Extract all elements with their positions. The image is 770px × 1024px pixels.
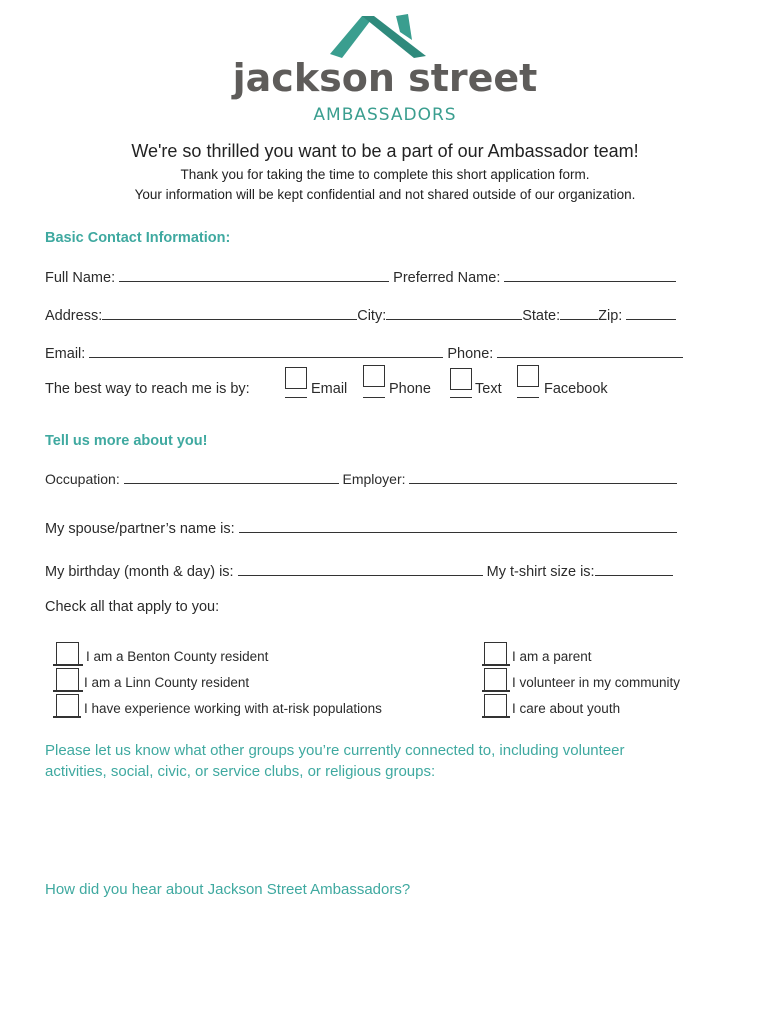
linn-resident-underline	[53, 690, 83, 692]
reach-label: The best way to reach me is by:	[45, 381, 250, 397]
reach-text-underline	[450, 397, 472, 398]
apply-label: Check all that apply to you:	[45, 599, 220, 615]
reach-phone-label: Phone	[389, 381, 431, 397]
at-risk-experience-underline	[53, 716, 81, 718]
logo-subtitle: AMBASSADORS	[313, 105, 457, 125]
birthday-row	[45, 561, 673, 580]
page-headline: We're so thrilled you want to be a part of our Ambassador team!	[131, 141, 639, 161]
reach-facebook-checkbox[interactable]	[517, 365, 539, 387]
preferred-name-field[interactable]	[504, 267, 676, 282]
parent-checkbox[interactable]	[484, 642, 507, 665]
spouse-row	[45, 518, 677, 537]
section-title-about: Tell us more about you!	[45, 433, 208, 449]
birthday-field[interactable]	[238, 561, 483, 576]
preferred-name-label: Preferred Name:	[393, 270, 501, 286]
reach-text-checkbox[interactable]	[450, 368, 472, 390]
state-field[interactable]	[560, 305, 598, 320]
tshirt-label: My t-shirt size is:	[486, 564, 595, 580]
groups-question	[45, 740, 625, 782]
groups-question-line-2: activities, social, civic, or service clubs, or religious groups:	[45, 763, 436, 780]
occupation-row	[45, 469, 677, 487]
reach-email-checkbox[interactable]	[285, 367, 307, 389]
zip-label: Zip:	[598, 308, 623, 324]
employer-field[interactable]	[409, 469, 677, 484]
occupation-field[interactable]	[124, 469, 339, 484]
volunteer-checkbox[interactable]	[484, 668, 507, 691]
phone-field[interactable]	[497, 343, 683, 358]
full-name-row	[45, 267, 676, 286]
reach-phone-underline	[363, 397, 385, 398]
groups-answer-area[interactable]	[45, 790, 725, 870]
tshirt-field[interactable]	[595, 561, 673, 576]
at-risk-experience-checkbox[interactable]	[56, 694, 79, 717]
care-about-youth-checkbox[interactable]	[484, 694, 507, 717]
full-name-label: Full Name:	[45, 270, 116, 286]
email-field[interactable]	[89, 343, 443, 358]
heard-answer-area[interactable]	[45, 905, 725, 1005]
care-about-youth-underline	[482, 716, 510, 718]
benton-resident-label: I am a Benton County resident	[86, 649, 269, 664]
birthday-label: My birthday (month & day) is:	[45, 564, 234, 580]
reach-email-label: Email	[311, 381, 348, 397]
benton-resident-underline	[53, 664, 83, 666]
reach-text-label: Text	[475, 381, 502, 397]
intro-line-1: Thank you for taking the time to complete this short application form.	[180, 167, 590, 182]
address-field[interactable]	[102, 305, 357, 320]
reach-facebook-underline	[517, 397, 539, 398]
zip-field[interactable]	[626, 305, 676, 320]
phone-label: Phone:	[447, 346, 494, 362]
section-title-contact: Basic Contact Information:	[45, 230, 231, 246]
city-field[interactable]	[386, 305, 522, 320]
care-about-youth-label: I care about youth	[512, 701, 621, 716]
occupation-label: Occupation:	[45, 471, 120, 487]
reach-phone-checkbox[interactable]	[363, 365, 385, 387]
state-label: State:	[522, 308, 561, 324]
logo-roof-icon	[322, 10, 442, 60]
parent-label: I am a parent	[512, 649, 592, 664]
reach-facebook-label: Facebook	[544, 381, 608, 397]
at-risk-experience-label: I have experience working with at-risk populations	[84, 701, 382, 716]
spouse-field[interactable]	[239, 518, 677, 533]
heard-question: How did you hear about Jackson Street Ambassadors?	[45, 881, 411, 898]
groups-question-line-1: Please let us know what other groups you’re currently connected to, including volunteer	[45, 742, 625, 759]
address-row	[45, 305, 676, 324]
volunteer-label: I volunteer in my community	[512, 675, 681, 690]
linn-resident-checkbox[interactable]	[56, 668, 79, 691]
employer-label: Employer:	[342, 471, 406, 487]
linn-resident-label: I am a Linn County resident	[84, 675, 250, 690]
email-row	[45, 343, 683, 362]
logo-wordmark: jackson street	[232, 56, 538, 100]
volunteer-underline	[482, 690, 510, 692]
full-name-field[interactable]	[119, 267, 389, 282]
reach-email-underline	[285, 397, 307, 398]
parent-underline	[482, 664, 510, 666]
email-label: Email:	[45, 346, 86, 362]
spouse-label: My spouse/partner’s name is:	[45, 521, 235, 537]
city-label: City:	[357, 308, 387, 324]
intro-line-2: Your information will be kept confidential and not shared outside of our organization.	[134, 187, 636, 202]
address-label: Address:	[45, 308, 103, 324]
benton-resident-checkbox[interactable]	[56, 642, 79, 665]
